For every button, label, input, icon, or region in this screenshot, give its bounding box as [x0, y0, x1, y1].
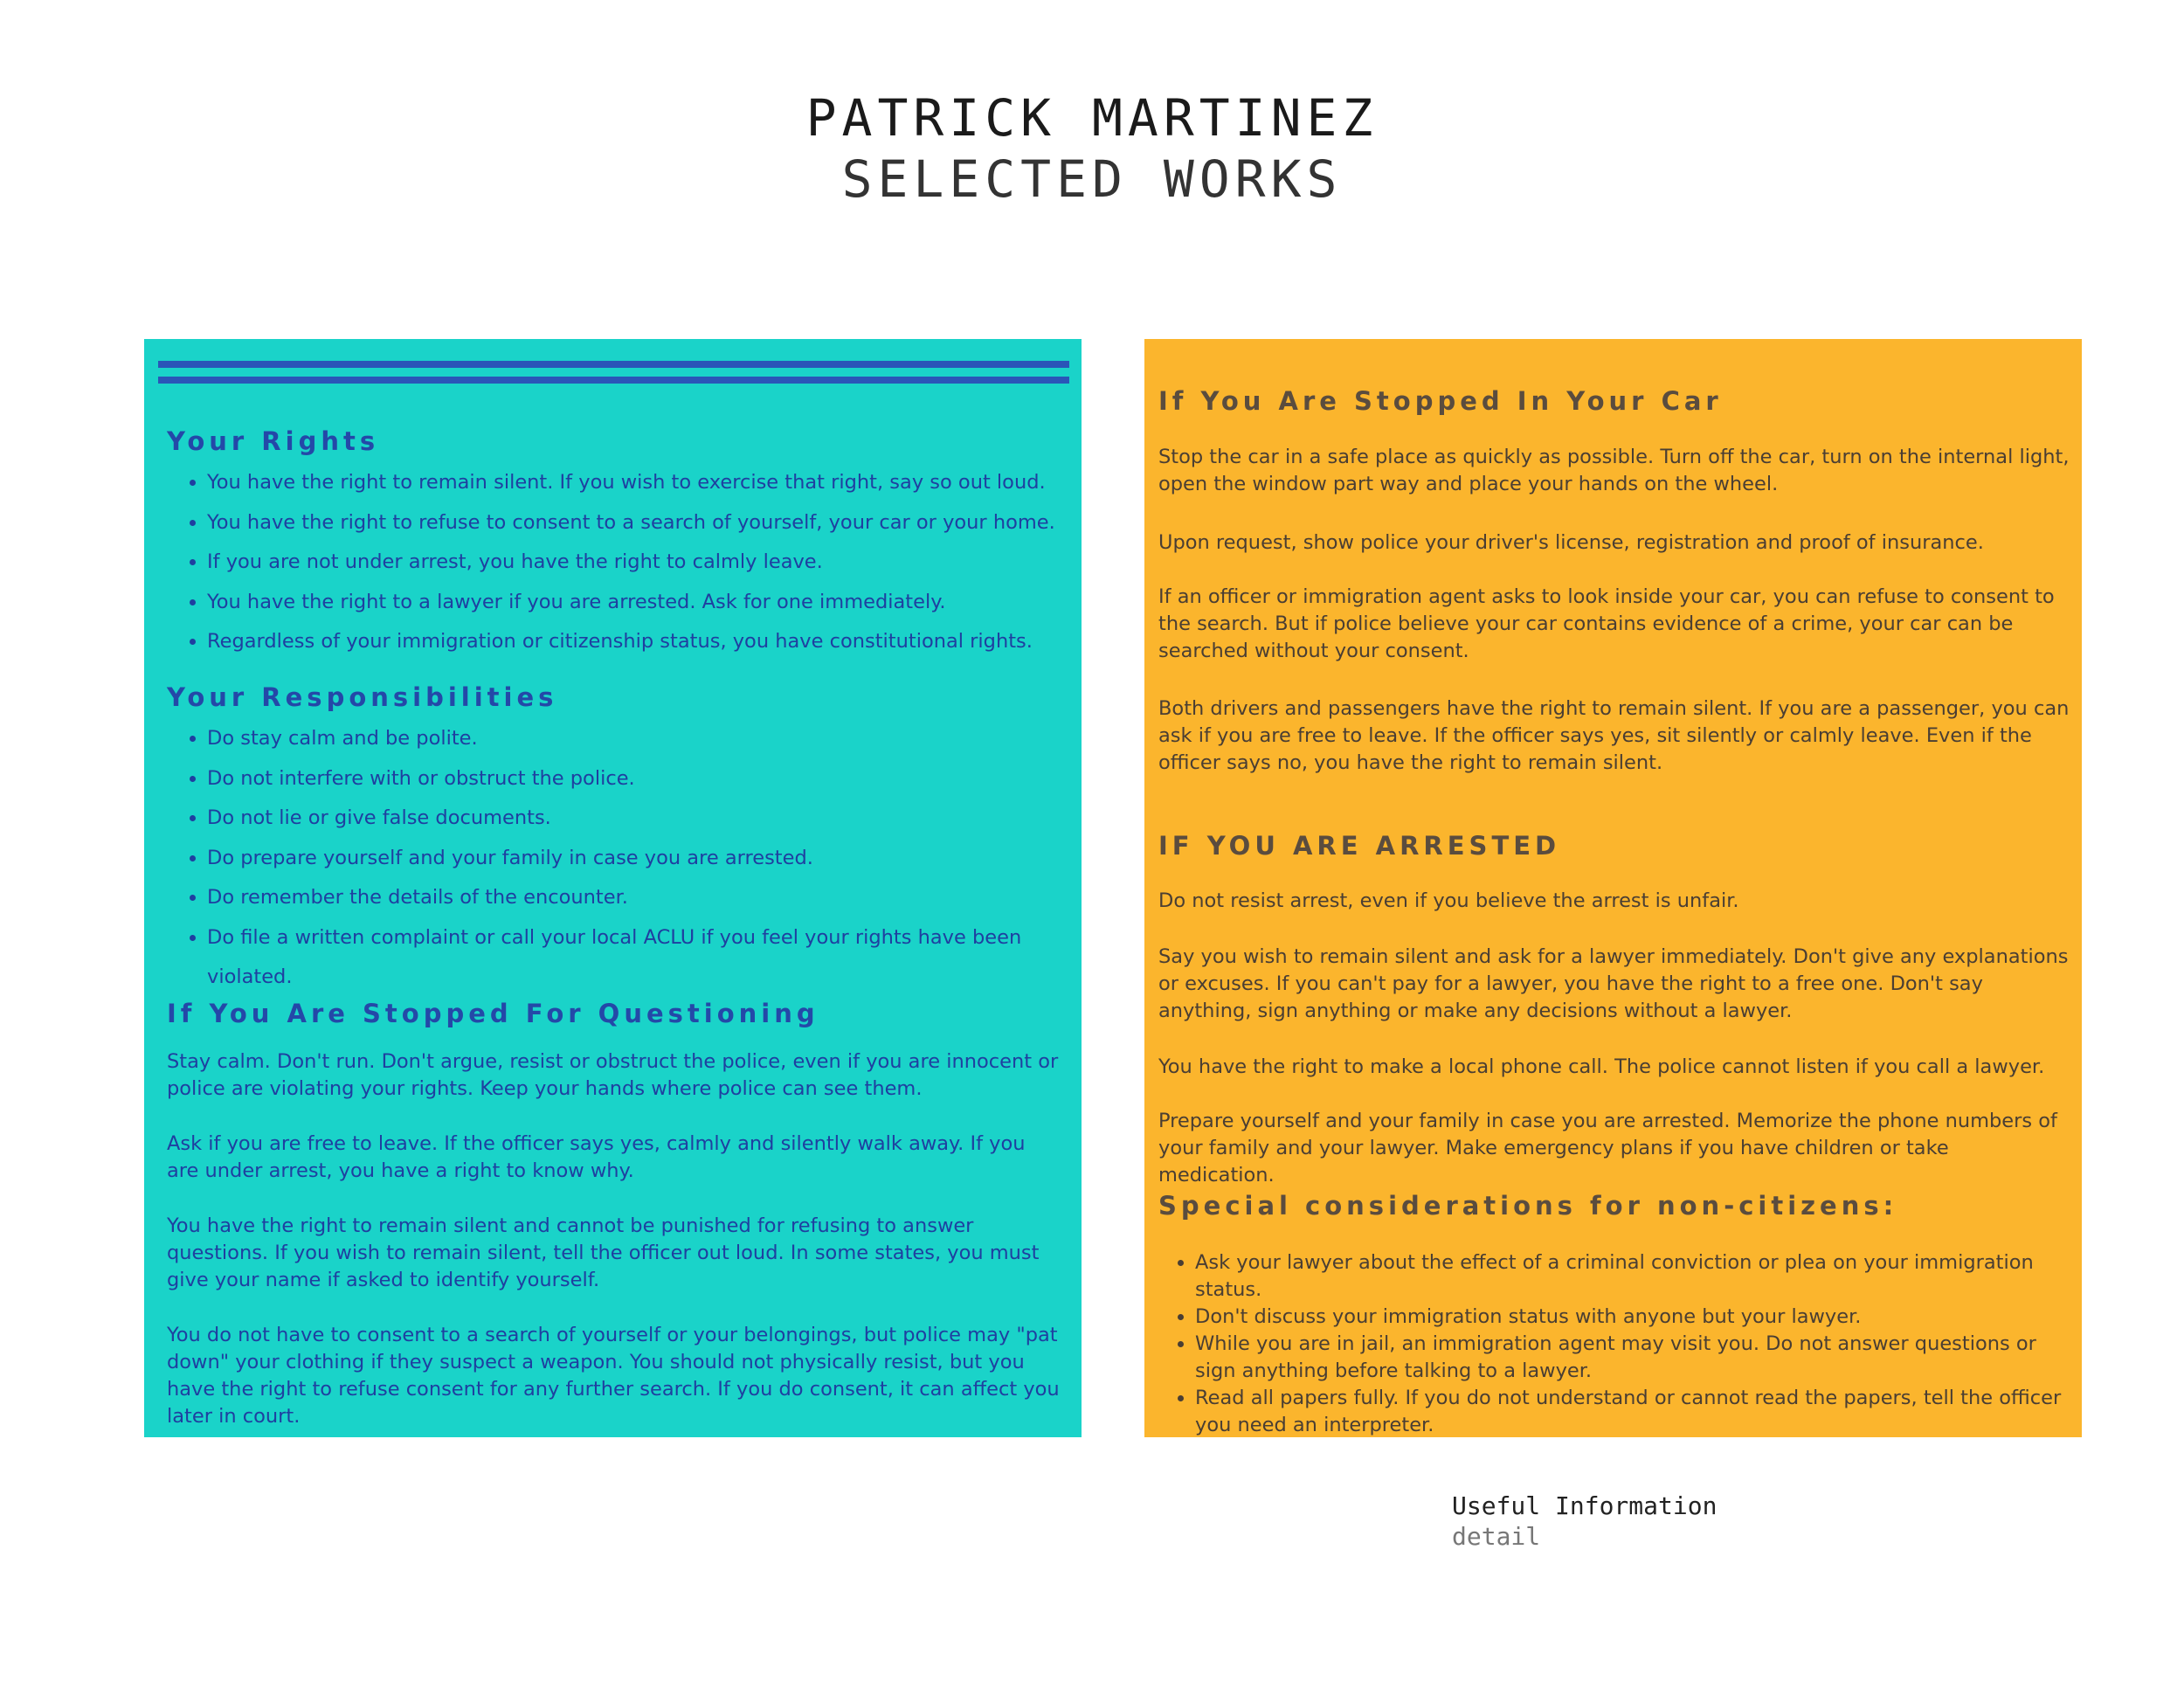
- list-item: • If you are not under arrest, you have the right to calmly leave.: [207, 543, 1061, 583]
- paragraph: Say you wish to remain silent and ask for a lawyer immediately. Don't give any explanations or excuses. If you can't pay for a lawyer, you have the right to a free one. Don't say anything, sign anything or make any decisions without a lawyer.: [1158, 945, 2069, 1022]
- paragraph: Upon request, show police your driver's license, registration and proof of insurance.: [1158, 531, 1984, 554]
- paragraph: Ask if you are free to leave. If the officer says yes, calmly and silently walk away. If you are under arrest, you have a right to know why.: [167, 1132, 1026, 1182]
- paragraph: Stay calm. Don't run. Don't argue, resist or obstruct the police, even if you are innocent or police are violating your rights. Keep your hands where police can see them.: [167, 1050, 1059, 1100]
- list-item: • Don't discuss your immigration status with anyone but your lawyer.: [1195, 1304, 2070, 1331]
- portfolio-subtitle: SELECTED WORKS: [841, 149, 1343, 209]
- artwork-caption: [1452, 1491, 1717, 1552]
- list-item: • Do not interfere with or obstruct the police.: [207, 759, 1061, 799]
- paragraph: If an officer or immigration agent asks to look inside your car, you can refuse to consent to the search. But if police believe your car contains evidence of a crime, your car can be searched without your consent.: [1158, 585, 2055, 662]
- paragraph: Do not resist arrest, even if you believe the arrest is unfair.: [1158, 889, 1739, 912]
- list-item: • Do not lie or give false documents.: [207, 799, 1061, 839]
- list-item: • Ask your lawyer about the effect of a criminal conviction or plea on your immigration status.: [1195, 1249, 2070, 1304]
- list-item: • Read all papers fully. If you do not understand or cannot read the papers, tell the officer you need an interpreter.: [1195, 1385, 2070, 1439]
- list-item: • Regardless of your immigration or citizenship status, you have constitutional rights.: [207, 622, 1061, 662]
- caption-title: Useful Information: [1452, 1491, 1717, 1520]
- section-title-non-citizens: Special considerations for non-citizens:: [1158, 1191, 1898, 1221]
- paragraph: Both drivers and passengers have the right to remain silent. If you are a passenger, you can ask if you are free to leave. If the officer says yes, sit silently or calmly leave. Even if the officer says no, you have the right to remain silent.: [1158, 697, 2070, 774]
- section-title-stopped-in-car: If You Are Stopped In Your Car: [1158, 386, 1723, 416]
- list-item: • You have the right to remain silent. If you wish to exercise that right, say so out loud.: [207, 463, 1061, 503]
- paragraph: You have the right to make a local phone call. The police cannot listen if you call a lawyer.: [1158, 1055, 2045, 1078]
- artist-name: PATRICK MARTINEZ: [805, 88, 1379, 148]
- paragraph: Prepare yourself and your family in case you are arrested. Memorize the phone numbers of your family and your lawyer. Make emergency plans if you have children or take medication.: [1158, 1110, 2057, 1186]
- section-title-your-responsibilities: Your Responsibilities: [167, 682, 558, 712]
- rights-list: [167, 463, 1061, 662]
- non-citizens-list: [1158, 1249, 2070, 1439]
- decorative-stripes: [158, 361, 1069, 392]
- list-item: • Do file a written complaint or call your local ACLU if you feel your rights have been violated.: [207, 918, 1061, 998]
- list-item: • Do stay calm and be polite.: [207, 719, 1061, 759]
- list-item: • You have the right to refuse to consent to a search of yourself, your car or your home.: [207, 503, 1061, 543]
- list-item: • You have the right to a lawyer if you are arrested. Ask for one immediately.: [207, 583, 1061, 623]
- paragraph: Stop the car in a safe place as quickly as possible. Turn off the car, turn on the internal light, open the window part way and place your hands on the wheel.: [1158, 446, 2070, 495]
- caption-subtitle: detail: [1452, 1522, 1541, 1551]
- list-item: • Do prepare yourself and your family in case you are arrested.: [207, 839, 1061, 879]
- section-title-your-rights: Your Rights: [167, 426, 380, 456]
- stripe: [158, 361, 1069, 368]
- list-item: • While you are in jail, an immigration agent may visit you. Do not answer questions or sign anything before talking to a lawyer.: [1195, 1331, 2070, 1385]
- paragraph: You have the right to remain silent and cannot be punished for refusing to answer questions. If you wish to remain silent, tell the officer out loud. In some states, you must give your name if asked to identify yourself.: [167, 1214, 1040, 1291]
- section-title-if-arrested: IF YOU ARE ARRESTED: [1158, 831, 1561, 861]
- artwork-panel-right: [1144, 339, 2082, 1437]
- section-title-stopped-for-questioning: If You Are Stopped For Questioning: [167, 999, 819, 1028]
- paragraph: You do not have to consent to a search of yourself or your belongings, but police may "pat down" your clothing if they suspect a weapon. You should not physically resist, but you have the right to refuse consent for any further search. If you do consent, it can affect you later in court.: [167, 1324, 1060, 1428]
- page-header: [0, 87, 2184, 210]
- stripe: [158, 377, 1069, 384]
- list-item: • Do remember the details of the encounter.: [207, 878, 1061, 918]
- responsibilities-list: [167, 719, 1061, 998]
- artwork-panel-left: [144, 339, 1082, 1437]
